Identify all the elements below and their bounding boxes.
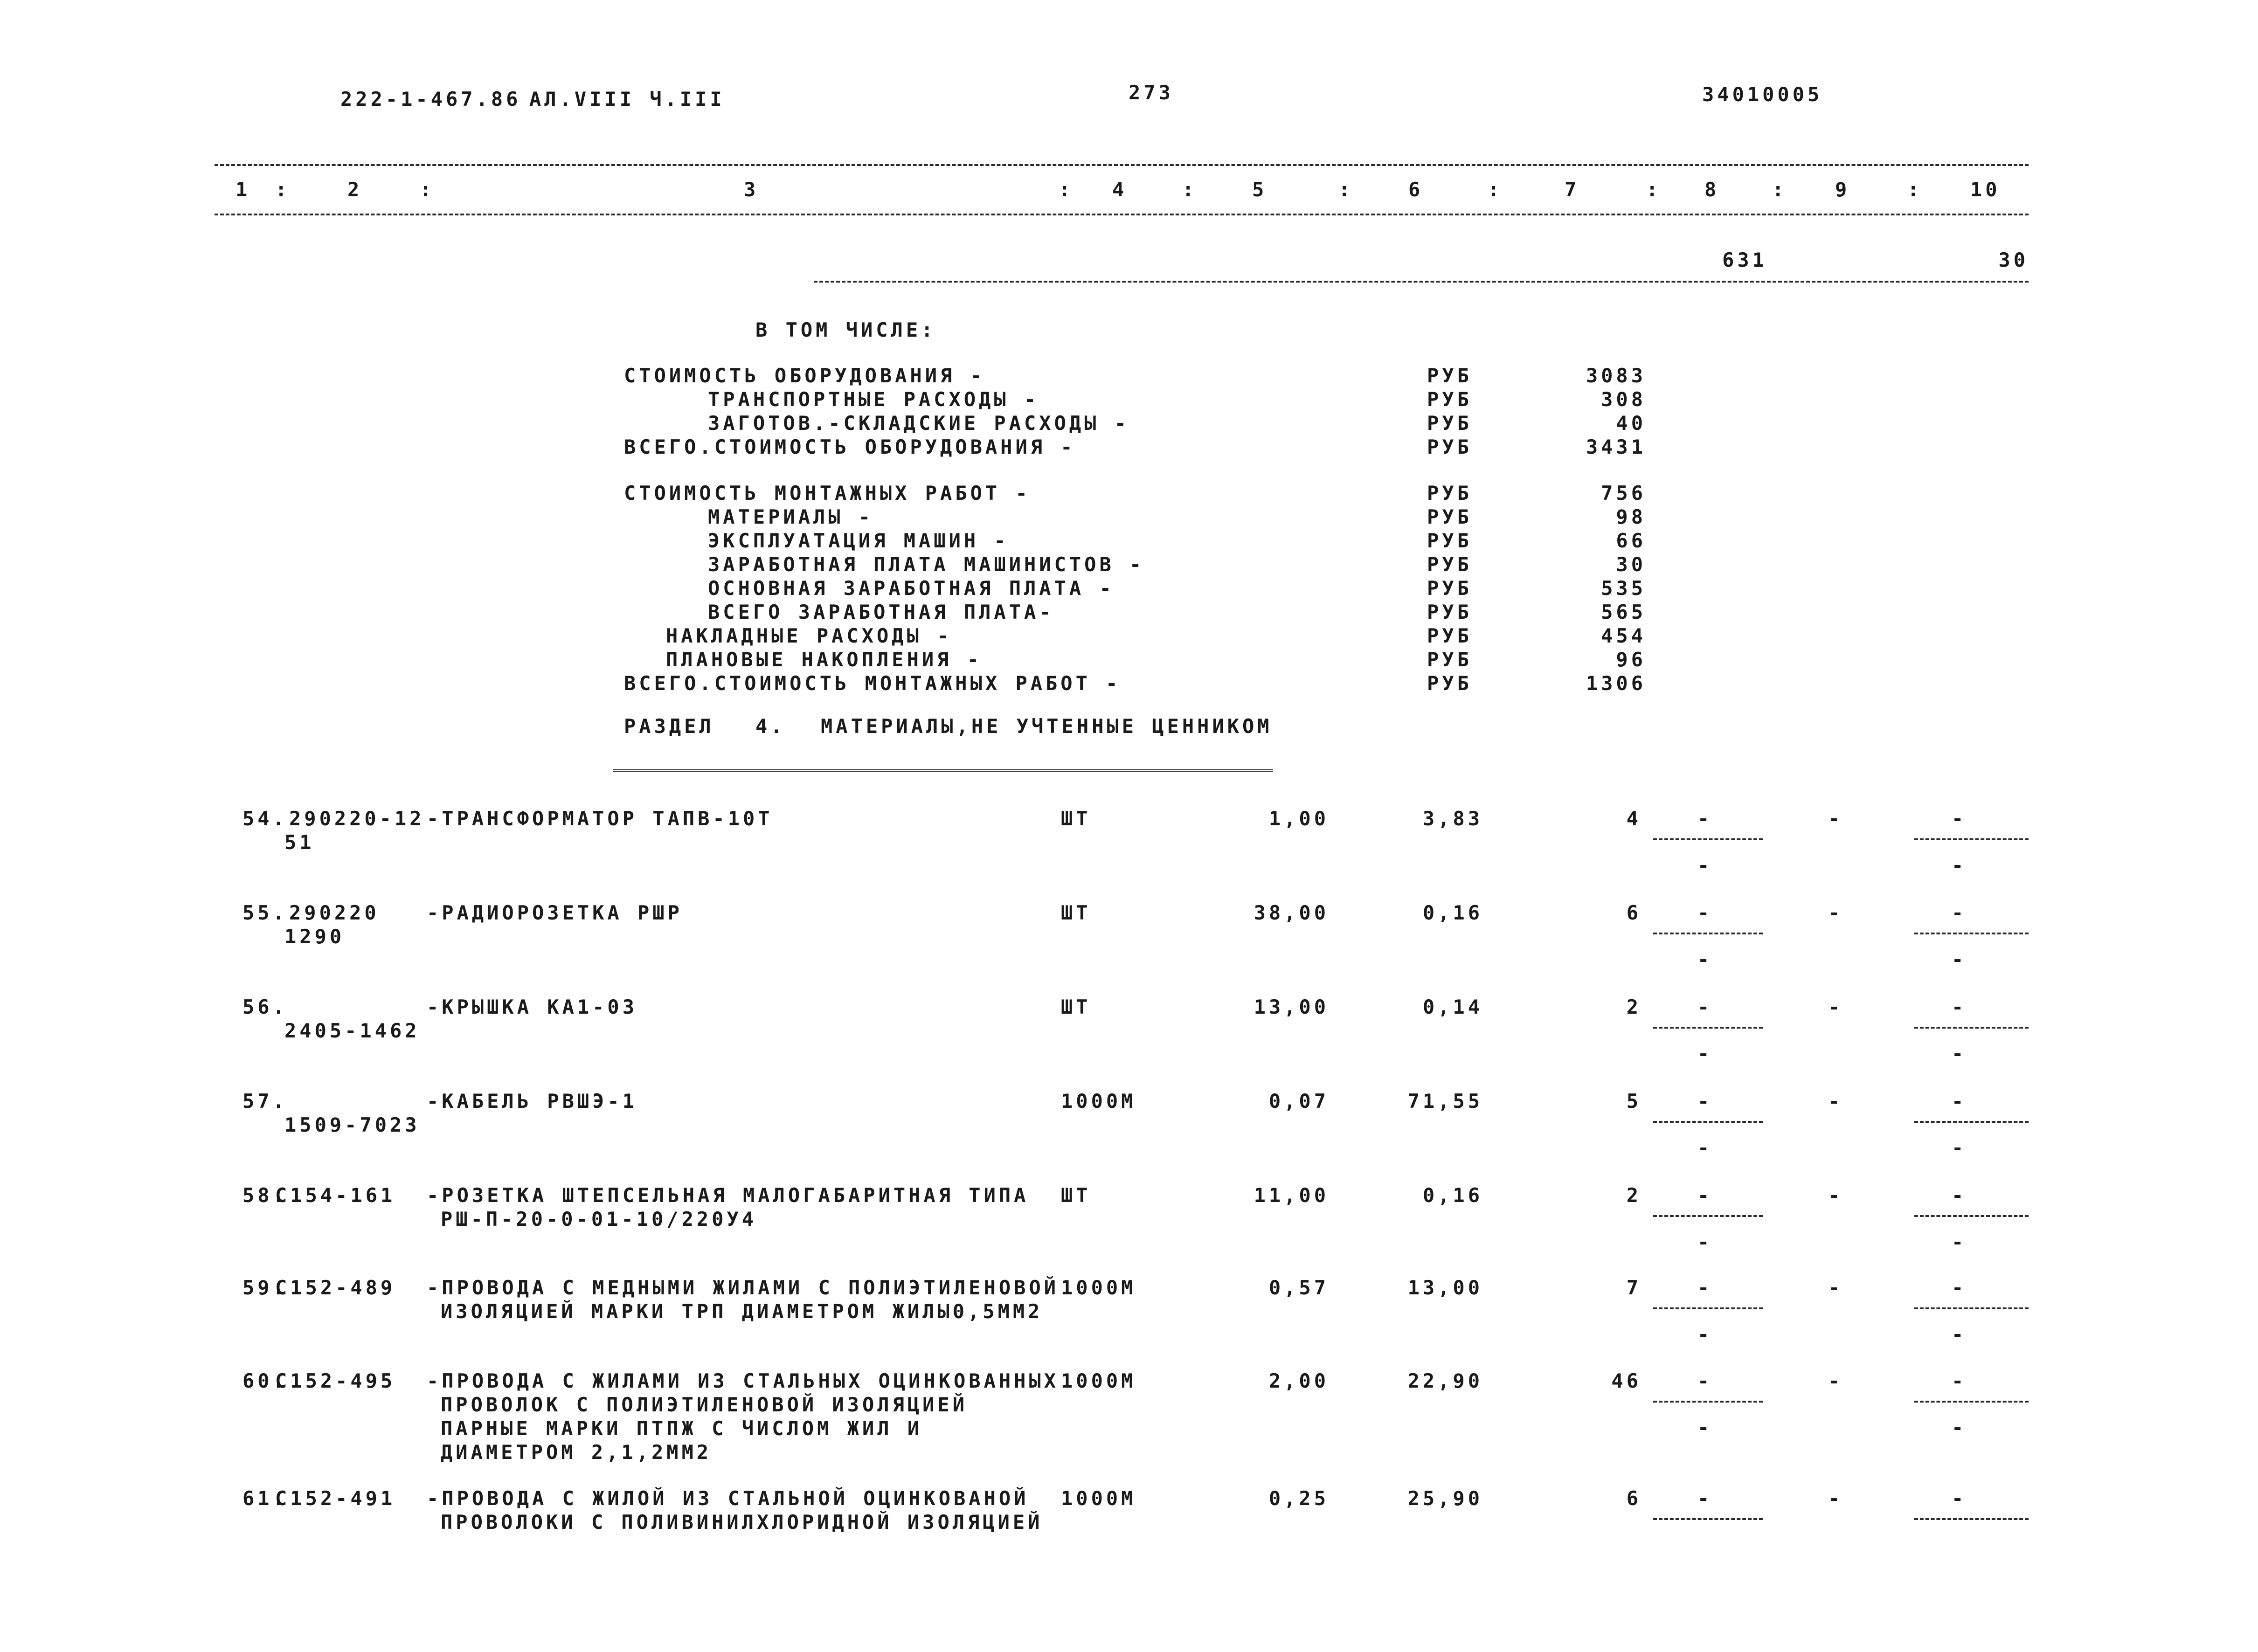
col9-empty-mark: - (1828, 1369, 1840, 1392)
col10-fraction-line (1914, 933, 2029, 934)
breakdown-unit: РУБ (1427, 435, 1472, 458)
breakdown-label: ПЛАНОВЫЕ НАКОПЛЕНИЯ - (666, 648, 983, 671)
col9-empty-mark: - (1828, 1184, 1840, 1207)
col10-empty-mark: - (1952, 1230, 1964, 1253)
col10-empty-mark: - (1952, 901, 1964, 924)
breakdown-label: НАКЛАДНЫЕ РАСХОДЫ - (666, 624, 952, 647)
col10-fraction-line (1914, 1518, 2029, 1520)
col8-empty-mark: - (1697, 995, 1710, 1018)
breakdown-label: ЗАГОТОВ.-СКЛАДСКИЕ РАСХОДЫ - (708, 412, 1130, 435)
breakdown-label: ВСЕГО.СТОИМОСТЬ МОНТАЖНЫХ РАБОТ - (624, 672, 1121, 695)
column-number: 6 (1408, 178, 1424, 201)
breakdown-unit: РУБ (1427, 601, 1472, 623)
col10-empty-mark: - (1952, 854, 1964, 877)
col9-empty-mark: - (1828, 901, 1840, 924)
column-number: 4 (1112, 178, 1128, 201)
col8-empty-mark: - (1697, 901, 1710, 924)
col10-fraction-line (1914, 838, 2029, 840)
col8-empty-mark: - (1697, 1042, 1710, 1065)
column-separator: : (1488, 178, 1503, 201)
col8-fraction-line (1653, 1121, 1763, 1123)
column-number: 5 (1252, 178, 1268, 201)
item-total: 46 (1611, 1369, 1642, 1392)
item-code: 2405-1462 (284, 1019, 420, 1042)
col8-empty-mark: - (1697, 854, 1710, 877)
item-price: 22,90 (1407, 1369, 1483, 1392)
breakdown-unit: РУБ (1427, 388, 1472, 411)
breakdown-value: 308 (1601, 388, 1646, 411)
item-unit: ШТ (1061, 1184, 1091, 1207)
breakdown-unit: РУБ (1427, 412, 1472, 435)
item-quantity: 2,00 (1268, 1369, 1329, 1392)
item-number: 60. (242, 1369, 288, 1392)
item-name: ПРОВОЛОКИ С ПОЛИВИНИЛХЛОРИДНОЙ ИЗОЛЯЦИЕЙ (441, 1511, 1043, 1534)
total-underline (814, 281, 2029, 283)
object-code: 34010005 (1702, 83, 1823, 106)
column-separator: : (1182, 178, 1198, 201)
breakdown-label: ВСЕГО.СТОИМОСТЬ ОБОРУДОВАНИЯ - (624, 435, 1076, 458)
item-code: 290220-12 (289, 807, 425, 830)
col10-fraction-line (1914, 1215, 2029, 1217)
breakdown-value: 66 (1616, 529, 1646, 552)
item-code: С154-161 (275, 1184, 396, 1207)
section-label: РАЗДЕЛ (624, 715, 714, 738)
col8-fraction-line (1653, 1027, 1763, 1029)
column-separator: : (275, 178, 291, 201)
column-number: 7 (1565, 178, 1580, 201)
col8-empty-mark: - (1697, 1136, 1710, 1159)
item-name: -ПРОВОДА С МЕДНЫМИ ЖИЛАМИ С ПОЛИЭТИЛЕНОВОЙ (427, 1276, 1060, 1299)
breakdown-value: 96 (1616, 648, 1646, 671)
col10-empty-mark: - (1952, 1184, 1964, 1207)
item-name: -КРЫШКА КА1-03 (427, 995, 638, 1018)
item-price: 13,00 (1407, 1276, 1483, 1299)
breakdown-unit: РУБ (1427, 553, 1472, 576)
breakdown-unit: РУБ (1427, 529, 1472, 552)
item-code: 1290 (284, 925, 345, 948)
col9-empty-mark: - (1828, 995, 1840, 1018)
col8-empty-mark: - (1697, 1230, 1710, 1253)
item-name: -РАДИОРОЗЕТКА РШР (427, 901, 683, 924)
item-number: 58. (242, 1184, 288, 1207)
item-price: 0,16 (1422, 1184, 1483, 1207)
header-rule-bottom (215, 214, 2029, 215)
item-price: 25,90 (1407, 1487, 1483, 1510)
col9-empty-mark: - (1828, 1276, 1840, 1299)
col10-empty-mark: - (1952, 1042, 1964, 1065)
col8-fraction-line (1653, 933, 1763, 934)
col9-empty-mark: - (1828, 1487, 1840, 1510)
item-name: РШ-П-20-0-01-10/220У4 (441, 1208, 757, 1230)
col10-empty-mark: - (1952, 948, 1964, 971)
breakdown-value: 565 (1601, 601, 1646, 623)
column-number: 9 (1835, 178, 1850, 201)
breakdown-label: ЭКСПЛУАТАЦИЯ МАШИН - (708, 529, 1009, 552)
item-code: С152-495 (275, 1369, 396, 1392)
item-total: 2 (1626, 1184, 1642, 1207)
col10-empty-mark: - (1952, 1323, 1964, 1346)
item-name: -РОЗЕТКА ШТЕПСЕЛЬНАЯ МАЛОГАБАРИТНАЯ ТИПА (427, 1184, 1029, 1207)
item-unit: ШТ (1061, 807, 1091, 830)
breakdown-label: МАТЕРИАЛЫ - (708, 505, 874, 528)
breakdown-unit: РУБ (1427, 364, 1472, 387)
item-quantity: 11,00 (1254, 1184, 1329, 1207)
header-rule-top (215, 164, 2029, 166)
col8-empty-mark: - (1697, 948, 1710, 971)
breakdown-unit: РУБ (1427, 672, 1472, 695)
item-price: 0,14 (1422, 995, 1483, 1018)
breakdown-value: 98 (1616, 505, 1646, 528)
item-name: ДИАМЕТРОМ 2,1,2ММ2 (441, 1441, 712, 1464)
item-price: 0,16 (1422, 901, 1483, 924)
col10-empty-mark: - (1952, 1369, 1964, 1392)
item-code: 290220 (289, 901, 380, 924)
item-total: 6 (1626, 901, 1642, 924)
breakdown-value: 3083 (1586, 364, 1646, 387)
doc-code: 222-1-467.86 (340, 88, 521, 111)
breakdown-label: СТОИМОСТЬ ОБОРУДОВАНИЯ - (624, 364, 985, 387)
item-name: ПАРНЫЕ МАРКИ ПТПЖ С ЧИСЛОМ ЖИЛ И (441, 1417, 923, 1440)
column-separator: : (1772, 178, 1787, 201)
col8-fraction-line (1653, 1401, 1763, 1403)
item-number: 54. (242, 807, 288, 830)
breakdown-value: 30 (1616, 553, 1646, 576)
item-number: 55. (242, 901, 288, 924)
item-name: -ПРОВОДА С ЖИЛАМИ ИЗ СТАЛЬНЫХ ОЦИНКОВАННЫХ (427, 1369, 1060, 1392)
item-name: ПРОВОЛОК С ПОЛИЭТИЛЕНОВОЙ ИЗОЛЯЦИЕЙ (441, 1393, 968, 1416)
item-price: 3,83 (1422, 807, 1483, 830)
section-number: 4. (755, 715, 786, 738)
col8-empty-mark: - (1697, 1090, 1710, 1113)
item-unit: ШТ (1061, 901, 1091, 924)
col9-empty-mark: - (1828, 1090, 1840, 1113)
breakdown-label: ЗАРАБОТНАЯ ПЛАТА МАШИНИСТОВ - (708, 553, 1145, 576)
breakdown-intro: В ТОМ ЧИСЛЕ: (755, 318, 936, 341)
col8-empty-mark: - (1697, 807, 1710, 830)
col8-empty-mark: - (1697, 1369, 1710, 1392)
breakdown-value: 1306 (1586, 672, 1646, 695)
item-name: ИЗОЛЯЦИЕЙ МАРКИ ТРП ДИАМЕТРОМ ЖИЛЫ0,5ММ2 (441, 1300, 1043, 1323)
column-separator: : (1338, 178, 1354, 201)
col8-fraction-line (1653, 1518, 1763, 1520)
column-separator: : (420, 178, 435, 201)
item-price: 71,55 (1407, 1090, 1483, 1113)
column-separator: : (1907, 178, 1923, 201)
breakdown-label: ТРАНСПОРТНЫЕ РАСХОДЫ - (708, 388, 1039, 411)
col10-fraction-line (1914, 1307, 2029, 1309)
item-total: 7 (1626, 1276, 1642, 1299)
column-number: 3 (744, 178, 759, 201)
col10-empty-mark: - (1952, 1416, 1964, 1439)
col8-empty-mark: - (1697, 1184, 1710, 1207)
item-total: 2 (1626, 995, 1642, 1018)
item-total: 6 (1626, 1487, 1642, 1510)
item-unit: ШТ (1061, 995, 1091, 1018)
item-name: -ТРАНСФОРМАТОР ТАПВ-10Т (427, 807, 773, 830)
item-number: 57. (242, 1090, 288, 1113)
column-number: 1 (235, 178, 251, 201)
page-number: 273 (1129, 81, 1174, 104)
col10-empty-mark: - (1952, 1090, 1964, 1113)
item-total: 5 (1626, 1090, 1642, 1113)
item-name: -КАБЕЛЬ РВШЭ-1 (427, 1090, 638, 1113)
breakdown-label: СТОИМОСТЬ МОНТАЖНЫХ РАБОТ - (624, 482, 1031, 505)
col8-empty-mark: - (1697, 1276, 1710, 1299)
column-number: 8 (1704, 178, 1720, 201)
item-unit: 1000М (1061, 1369, 1136, 1392)
breakdown-value: 535 (1601, 577, 1646, 600)
col10-empty-mark: - (1952, 1487, 1964, 1510)
col10-empty-mark: - (1952, 807, 1964, 830)
item-quantity: 0,25 (1268, 1487, 1329, 1510)
item-quantity: 0,07 (1268, 1090, 1329, 1113)
total-col8: 631 (1722, 249, 1767, 271)
item-code: С152-489 (275, 1276, 396, 1299)
col8-fraction-line (1653, 1215, 1763, 1217)
item-code: 1509-7023 (284, 1113, 420, 1136)
col8-fraction-line (1653, 1307, 1763, 1309)
breakdown-value: 756 (1601, 482, 1646, 505)
breakdown-unit: РУБ (1427, 648, 1472, 671)
col9-empty-mark: - (1828, 807, 1840, 830)
breakdown-value: 3431 (1586, 435, 1646, 458)
col10-fraction-line (1914, 1121, 2029, 1123)
col10-fraction-line (1914, 1027, 2029, 1029)
item-code: С152-491 (275, 1487, 396, 1510)
col8-fraction-line (1653, 838, 1763, 840)
breakdown-unit: РУБ (1427, 624, 1472, 647)
album-ref: АЛ.VIII Ч.III (529, 88, 725, 111)
breakdown-label: ОСНОВНАЯ ЗАРАБОТНАЯ ПЛАТА - (708, 577, 1115, 600)
breakdown-value: 40 (1616, 412, 1646, 435)
item-quantity: 1,00 (1268, 807, 1329, 830)
col10-empty-mark: - (1952, 995, 1964, 1018)
breakdown-unit: РУБ (1427, 577, 1472, 600)
col8-empty-mark: - (1697, 1487, 1710, 1510)
column-number: 10 (1970, 178, 2001, 201)
item-total: 4 (1626, 807, 1642, 830)
item-unit: 1000М (1061, 1090, 1136, 1113)
item-code: 51 (284, 831, 315, 854)
col10-empty-mark: - (1952, 1136, 1964, 1159)
breakdown-label: ВСЕГО ЗАРАБОТНАЯ ПЛАТА- (708, 601, 1054, 623)
total-col10: 30 (1998, 249, 2029, 271)
item-quantity: 0,57 (1268, 1276, 1329, 1299)
item-quantity: 13,00 (1254, 995, 1329, 1018)
column-separator: : (1059, 178, 1074, 201)
item-name: -ПРОВОДА С ЖИЛОЙ ИЗ СТАЛЬНОЙ ОЦИНКОВАНОЙ (427, 1487, 1029, 1510)
column-number: 2 (347, 178, 363, 201)
col8-empty-mark: - (1697, 1323, 1710, 1346)
item-unit: 1000М (1061, 1487, 1136, 1510)
col8-empty-mark: - (1697, 1416, 1710, 1439)
item-number: 59. (242, 1276, 288, 1299)
breakdown-unit: РУБ (1427, 482, 1472, 505)
col10-fraction-line (1914, 1401, 2029, 1403)
breakdown-unit: РУБ (1427, 505, 1472, 528)
breakdown-value: 454 (1601, 624, 1646, 647)
col10-empty-mark: - (1952, 1276, 1964, 1299)
item-number: 56. (242, 995, 288, 1018)
item-unit: 1000М (1061, 1276, 1136, 1299)
section-double-rule (613, 769, 1273, 774)
column-separator: : (1646, 178, 1662, 201)
item-number: 61. (242, 1487, 288, 1510)
item-quantity: 38,00 (1254, 901, 1329, 924)
section-title: МАТЕРИАЛЫ,НЕ УЧТЕННЫЕ ЦЕННИКОМ (821, 715, 1273, 738)
